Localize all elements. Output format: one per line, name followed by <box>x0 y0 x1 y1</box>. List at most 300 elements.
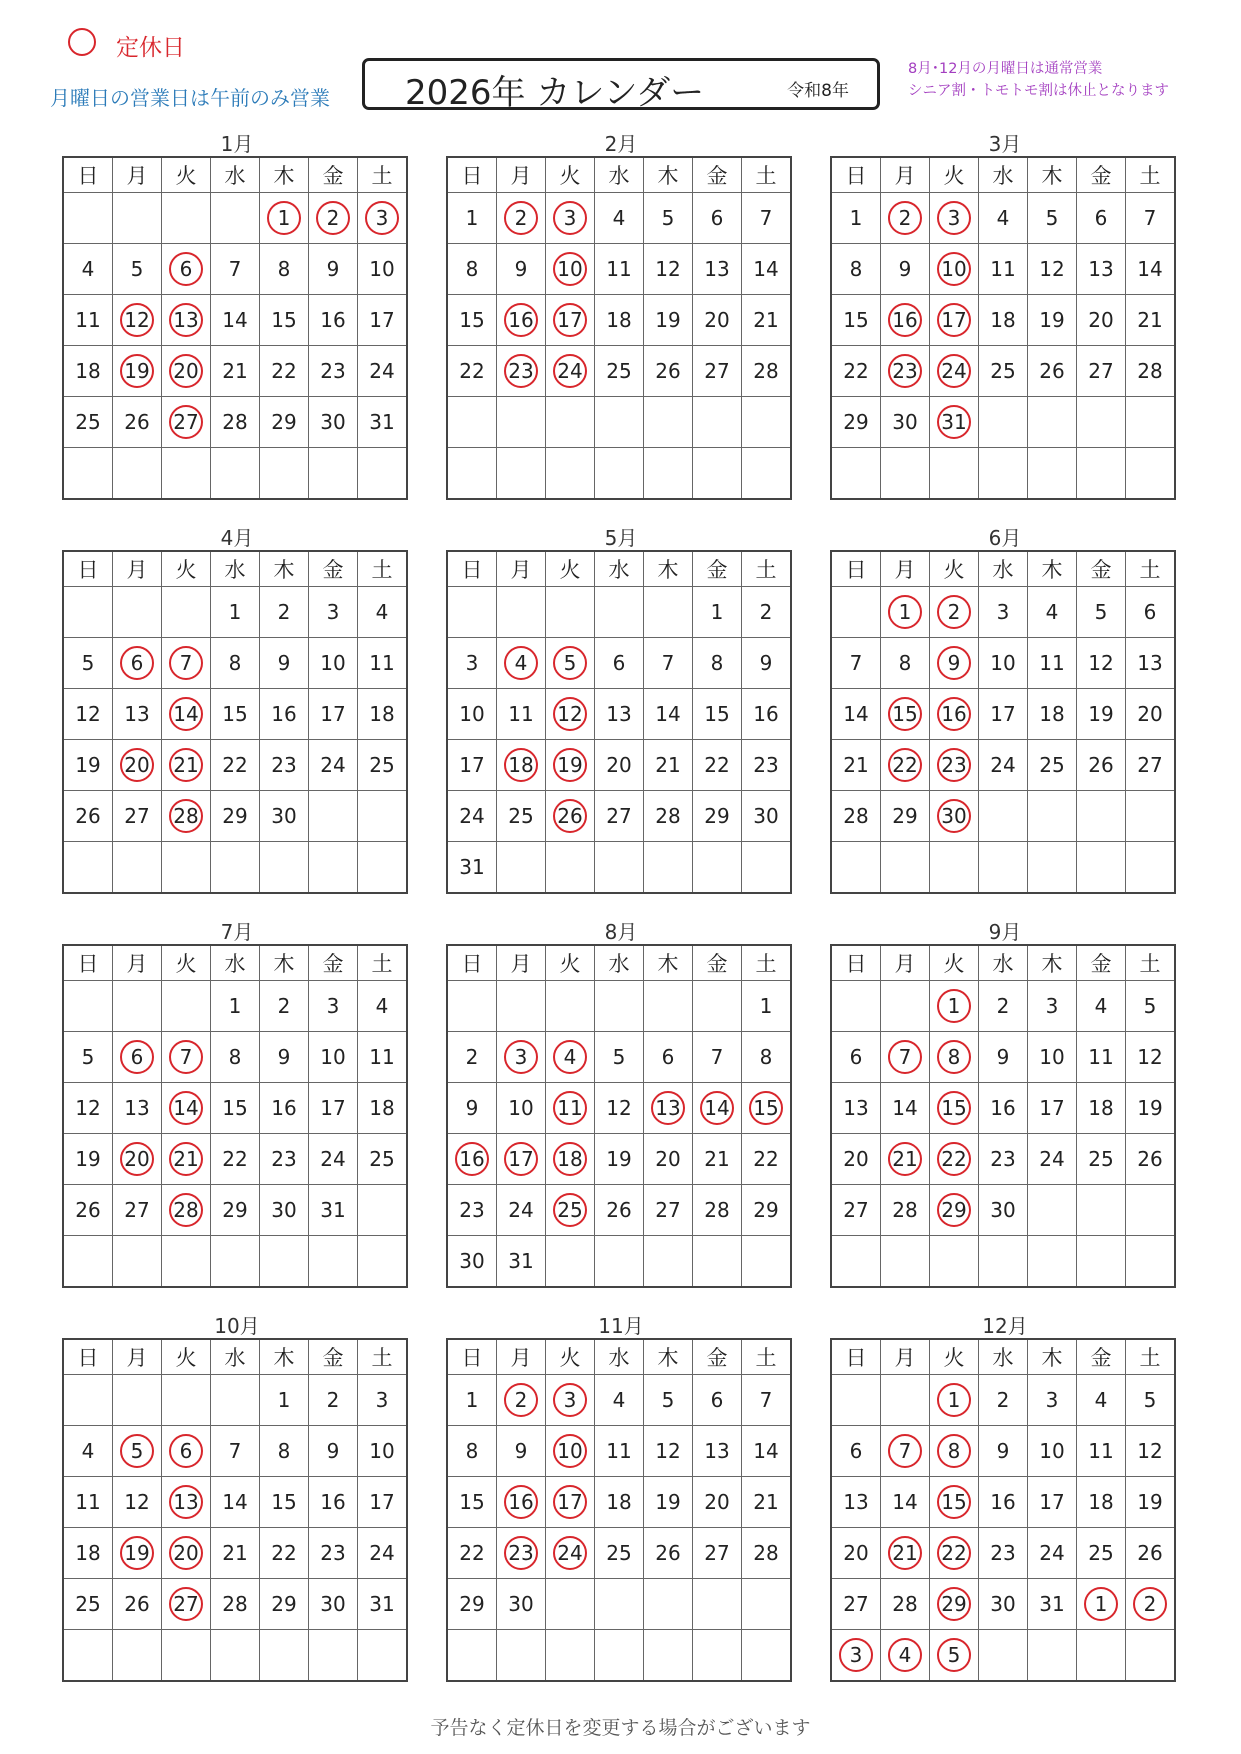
day-cell <box>1077 638 1126 689</box>
day-number: 5 <box>661 206 675 230</box>
day-number: 15 <box>222 702 248 726</box>
month-grid <box>830 550 1176 894</box>
day-cell <box>162 587 211 638</box>
day-cell <box>546 791 595 842</box>
day-cell <box>63 1236 113 1288</box>
day-cell <box>979 295 1028 346</box>
day-cell <box>1028 1630 1077 1682</box>
weekday-header: 土 <box>1126 551 1176 587</box>
day-cell <box>546 346 595 397</box>
day-cell <box>497 346 546 397</box>
day-number: 15 <box>704 702 730 726</box>
week-row <box>831 1375 1175 1426</box>
weekday-header-row <box>831 1339 1175 1375</box>
day-cell <box>881 1375 930 1426</box>
day-number: 15 <box>271 1490 297 1514</box>
day-number: 16 <box>320 1490 346 1514</box>
closed-day-number: 29 <box>937 1587 971 1621</box>
day-cell <box>358 1032 408 1083</box>
week-row <box>63 981 407 1032</box>
day-cell <box>742 1236 792 1288</box>
day-cell <box>211 346 260 397</box>
day-cell <box>1126 1375 1176 1426</box>
day-cell <box>1126 1134 1176 1185</box>
closed-day-number: 13 <box>169 1485 203 1519</box>
weekday-header-row <box>831 157 1175 193</box>
day-cell <box>930 981 979 1032</box>
day-number: 5 <box>81 1045 95 1069</box>
day-cell <box>595 1032 644 1083</box>
day-number: 20 <box>1137 702 1163 726</box>
weekday-header: 水 <box>595 1339 644 1375</box>
day-number: 24 <box>459 804 485 828</box>
day-cell <box>979 791 1028 842</box>
day-cell <box>979 740 1028 791</box>
week-row <box>447 448 791 500</box>
day-number: 11 <box>369 1045 395 1069</box>
day-cell <box>930 1236 979 1288</box>
closed-day-number: 7 <box>888 1434 922 1468</box>
day-cell <box>693 397 742 448</box>
day-cell <box>113 587 162 638</box>
day-cell <box>447 791 497 842</box>
closed-day-number: 24 <box>553 1536 587 1570</box>
day-cell <box>742 1083 792 1134</box>
day-cell <box>1126 587 1176 638</box>
day-cell <box>260 1579 309 1630</box>
day-cell <box>309 1185 358 1236</box>
day-cell <box>1028 638 1077 689</box>
day-cell <box>1028 295 1077 346</box>
weekday-header: 日 <box>63 551 113 587</box>
day-cell <box>644 244 693 295</box>
day-cell <box>309 1528 358 1579</box>
closed-day-number: 4 <box>888 1638 922 1672</box>
day-cell <box>930 791 979 842</box>
day-cell <box>644 1236 693 1288</box>
day-cell <box>644 740 693 791</box>
day-cell <box>831 1185 881 1236</box>
day-cell <box>113 1134 162 1185</box>
day-number: 8 <box>759 1045 773 1069</box>
day-cell <box>1126 1032 1176 1083</box>
weekday-header: 月 <box>881 945 930 981</box>
day-number: 31 <box>369 410 395 434</box>
day-cell <box>260 1426 309 1477</box>
weekday-header: 火 <box>546 157 595 193</box>
day-cell <box>930 1375 979 1426</box>
closed-day-number: 6 <box>120 1040 154 1074</box>
week-row <box>447 1477 791 1528</box>
day-number: 18 <box>369 702 395 726</box>
closed-day-number: 17 <box>937 303 971 337</box>
closed-day-number: 23 <box>888 354 922 388</box>
day-number: 28 <box>753 1541 779 1565</box>
day-cell <box>595 295 644 346</box>
day-number: 29 <box>459 1592 485 1616</box>
day-cell <box>358 1426 408 1477</box>
day-number: 8 <box>898 651 912 675</box>
day-cell <box>1028 1032 1077 1083</box>
weekday-header: 月 <box>497 157 546 193</box>
day-number: 7 <box>228 1439 242 1463</box>
day-number: 5 <box>81 651 95 675</box>
day-number: 29 <box>222 1198 248 1222</box>
day-cell <box>546 193 595 244</box>
closed-day-number: 14 <box>169 697 203 731</box>
day-number: 6 <box>710 206 724 230</box>
day-number: 12 <box>1137 1045 1163 1069</box>
day-number: 6 <box>849 1045 863 1069</box>
day-cell <box>211 842 260 894</box>
day-cell <box>260 193 309 244</box>
day-cell <box>595 981 644 1032</box>
weekday-header: 日 <box>831 945 881 981</box>
day-cell <box>211 397 260 448</box>
day-cell <box>979 448 1028 500</box>
day-cell <box>693 193 742 244</box>
closed-day-number: 17 <box>553 1485 587 1519</box>
day-cell <box>1126 1083 1176 1134</box>
closed-day-number: 16 <box>504 303 538 337</box>
day-cell <box>113 346 162 397</box>
day-number: 29 <box>892 804 918 828</box>
closed-day-number: 12 <box>120 303 154 337</box>
week-row <box>63 1477 407 1528</box>
day-cell <box>497 448 546 500</box>
day-cell <box>546 740 595 791</box>
weekday-header: 木 <box>260 157 309 193</box>
day-cell <box>881 981 930 1032</box>
day-number: 26 <box>1137 1541 1163 1565</box>
day-number: 29 <box>704 804 730 828</box>
day-number: 11 <box>1039 651 1065 675</box>
week-row <box>831 397 1175 448</box>
day-number: 21 <box>843 753 869 777</box>
day-cell <box>831 346 881 397</box>
day-cell <box>447 295 497 346</box>
day-cell <box>211 791 260 842</box>
day-number: 3 <box>1045 1388 1059 1412</box>
day-cell <box>1077 1083 1126 1134</box>
closed-day-number: 15 <box>937 1091 971 1125</box>
day-number: 2 <box>277 600 291 624</box>
day-number: 28 <box>1137 359 1163 383</box>
day-cell <box>497 1477 546 1528</box>
day-cell <box>881 1579 930 1630</box>
day-number: 13 <box>704 257 730 281</box>
day-cell <box>309 1134 358 1185</box>
day-cell <box>162 244 211 295</box>
week-row <box>63 1032 407 1083</box>
day-cell <box>595 1236 644 1288</box>
day-number: 17 <box>1039 1096 1065 1120</box>
day-cell <box>546 1630 595 1682</box>
weekday-header: 土 <box>358 1339 408 1375</box>
closed-day-number: 21 <box>888 1536 922 1570</box>
day-cell <box>979 842 1028 894</box>
day-cell <box>309 1032 358 1083</box>
day-cell <box>497 1083 546 1134</box>
day-cell <box>497 1630 546 1682</box>
day-cell <box>742 587 792 638</box>
day-number: 30 <box>320 410 346 434</box>
day-cell <box>309 689 358 740</box>
day-cell <box>358 1528 408 1579</box>
day-cell <box>1077 1630 1126 1682</box>
day-cell <box>595 1185 644 1236</box>
day-number: 23 <box>320 1541 346 1565</box>
monday-hours-note: 月曜日の営業日は午前のみ営業 <box>50 86 330 110</box>
day-cell <box>63 740 113 791</box>
day-number: 29 <box>271 410 297 434</box>
weekday-header: 日 <box>831 1339 881 1375</box>
day-cell <box>595 346 644 397</box>
day-number: 9 <box>898 257 912 281</box>
week-row <box>63 397 407 448</box>
day-cell <box>644 346 693 397</box>
day-cell <box>162 295 211 346</box>
day-cell <box>211 1134 260 1185</box>
week-row <box>831 1426 1175 1477</box>
day-number: 22 <box>753 1147 779 1171</box>
weekday-header: 火 <box>162 551 211 587</box>
day-number: 7 <box>759 206 773 230</box>
day-cell <box>595 244 644 295</box>
day-cell <box>63 1185 113 1236</box>
day-number: 11 <box>369 651 395 675</box>
day-cell <box>162 1236 211 1288</box>
day-number: 29 <box>843 410 869 434</box>
week-row <box>831 244 1175 295</box>
closed-day-number: 8 <box>937 1434 971 1468</box>
closed-day-number: 23 <box>504 354 538 388</box>
day-cell <box>113 1528 162 1579</box>
day-cell <box>1077 689 1126 740</box>
day-cell <box>260 791 309 842</box>
day-cell <box>447 1630 497 1682</box>
day-cell <box>979 1477 1028 1528</box>
day-cell <box>546 448 595 500</box>
day-number: 6 <box>1094 206 1108 230</box>
day-number: 30 <box>271 1198 297 1222</box>
closed-day-number: 4 <box>553 1040 587 1074</box>
day-cell <box>930 193 979 244</box>
day-cell <box>644 295 693 346</box>
day-number: 27 <box>704 359 730 383</box>
day-cell <box>1126 244 1176 295</box>
day-cell <box>1077 842 1126 894</box>
weekday-header: 火 <box>930 157 979 193</box>
day-cell <box>309 842 358 894</box>
week-row <box>447 842 791 894</box>
day-cell <box>881 1236 930 1288</box>
day-cell <box>447 1528 497 1579</box>
week-row <box>63 791 407 842</box>
closed-day-number: 14 <box>700 1091 734 1125</box>
day-cell <box>930 1185 979 1236</box>
day-cell <box>162 1579 211 1630</box>
closed-day-number: 29 <box>937 1193 971 1227</box>
closed-day-number: 20 <box>169 354 203 388</box>
day-cell <box>742 1630 792 1682</box>
day-cell <box>595 1579 644 1630</box>
day-number: 22 <box>271 359 297 383</box>
day-cell <box>1028 1477 1077 1528</box>
day-cell <box>358 1236 408 1288</box>
closed-day-number: 4 <box>504 646 538 680</box>
day-cell <box>211 1083 260 1134</box>
day-number: 31 <box>320 1198 346 1222</box>
day-cell <box>742 193 792 244</box>
day-number: 9 <box>277 1045 291 1069</box>
weekday-header: 水 <box>211 551 260 587</box>
day-number: 16 <box>320 308 346 332</box>
month-grid <box>62 550 408 894</box>
week-row <box>447 346 791 397</box>
day-number: 7 <box>759 1388 773 1412</box>
day-cell <box>447 448 497 500</box>
day-cell <box>358 1630 408 1682</box>
closed-day-number: 6 <box>169 1434 203 1468</box>
weekday-header: 水 <box>979 157 1028 193</box>
day-cell <box>260 689 309 740</box>
day-number: 31 <box>459 855 485 879</box>
day-cell <box>358 1375 408 1426</box>
week-row <box>447 1630 791 1682</box>
day-number: 30 <box>892 410 918 434</box>
day-cell <box>1126 193 1176 244</box>
day-cell <box>497 842 546 894</box>
day-cell <box>211 981 260 1032</box>
day-number: 4 <box>1094 1388 1108 1412</box>
day-cell <box>358 1185 408 1236</box>
day-number: 1 <box>277 1388 291 1412</box>
day-cell <box>930 448 979 500</box>
day-cell <box>831 1032 881 1083</box>
day-cell <box>979 638 1028 689</box>
day-number: 13 <box>124 1096 150 1120</box>
day-cell <box>1077 1477 1126 1528</box>
day-number: 18 <box>990 308 1016 332</box>
day-cell <box>63 1375 113 1426</box>
day-cell <box>546 1579 595 1630</box>
weekday-header: 日 <box>447 551 497 587</box>
day-cell <box>211 448 260 500</box>
weekday-header: 月 <box>113 157 162 193</box>
day-cell <box>447 1185 497 1236</box>
day-number: 27 <box>124 1198 150 1222</box>
day-number: 10 <box>320 651 346 675</box>
day-cell <box>358 295 408 346</box>
month-title: 3月 <box>988 132 1022 156</box>
month-grid <box>62 944 408 1288</box>
day-cell <box>644 1083 693 1134</box>
closed-day-number: 13 <box>169 303 203 337</box>
week-row <box>447 193 791 244</box>
week-row <box>447 638 791 689</box>
day-number: 10 <box>508 1096 534 1120</box>
day-number: 19 <box>1137 1096 1163 1120</box>
day-number: 15 <box>459 1490 485 1514</box>
day-number: 25 <box>990 359 1016 383</box>
closed-day-number: 2 <box>504 1383 538 1417</box>
week-row <box>447 1375 791 1426</box>
day-number: 24 <box>320 753 346 777</box>
day-number: 28 <box>222 410 248 434</box>
closed-day-number: 1 <box>1084 1587 1118 1621</box>
day-cell <box>979 981 1028 1032</box>
weekday-header: 日 <box>63 945 113 981</box>
day-cell <box>309 1477 358 1528</box>
day-cell <box>1077 1185 1126 1236</box>
week-row <box>447 1032 791 1083</box>
week-row <box>447 244 791 295</box>
day-cell <box>595 689 644 740</box>
day-cell <box>309 1579 358 1630</box>
day-cell <box>644 1375 693 1426</box>
day-cell <box>358 1477 408 1528</box>
day-cell <box>644 1528 693 1579</box>
day-cell <box>644 842 693 894</box>
day-number: 14 <box>892 1096 918 1120</box>
day-cell <box>979 397 1028 448</box>
day-cell <box>742 1528 792 1579</box>
day-cell <box>1077 981 1126 1032</box>
weekday-header-row <box>63 1339 407 1375</box>
day-number: 30 <box>271 804 297 828</box>
weekday-header: 水 <box>979 1339 1028 1375</box>
closed-day-number: 18 <box>504 748 538 782</box>
closed-day-number: 5 <box>937 1638 971 1672</box>
day-cell <box>693 638 742 689</box>
weekday-header: 金 <box>693 1339 742 1375</box>
day-cell <box>881 1426 930 1477</box>
closed-day-number: 19 <box>120 354 154 388</box>
day-number: 22 <box>843 359 869 383</box>
day-number: 25 <box>75 410 101 434</box>
day-cell <box>1126 1630 1176 1682</box>
day-number: 24 <box>369 1541 395 1565</box>
day-cell <box>595 1528 644 1579</box>
day-cell <box>831 295 881 346</box>
day-cell <box>211 740 260 791</box>
weekday-header: 火 <box>930 551 979 587</box>
day-cell <box>497 587 546 638</box>
day-number: 23 <box>990 1541 1016 1565</box>
day-cell <box>881 1134 930 1185</box>
day-cell <box>930 740 979 791</box>
day-cell <box>211 244 260 295</box>
closed-day-number: 22 <box>888 748 922 782</box>
day-cell <box>63 791 113 842</box>
week-row <box>63 1185 407 1236</box>
closed-day-number: 30 <box>937 799 971 833</box>
closed-day-number: 22 <box>937 1536 971 1570</box>
week-row <box>831 1477 1175 1528</box>
weekday-header: 木 <box>260 551 309 587</box>
week-row <box>447 397 791 448</box>
day-cell <box>162 981 211 1032</box>
week-row <box>63 346 407 397</box>
day-cell <box>693 1236 742 1288</box>
day-cell <box>162 1528 211 1579</box>
day-number: 13 <box>606 702 632 726</box>
day-cell <box>595 193 644 244</box>
weekday-header: 木 <box>644 945 693 981</box>
day-cell <box>497 1426 546 1477</box>
day-cell <box>979 244 1028 295</box>
